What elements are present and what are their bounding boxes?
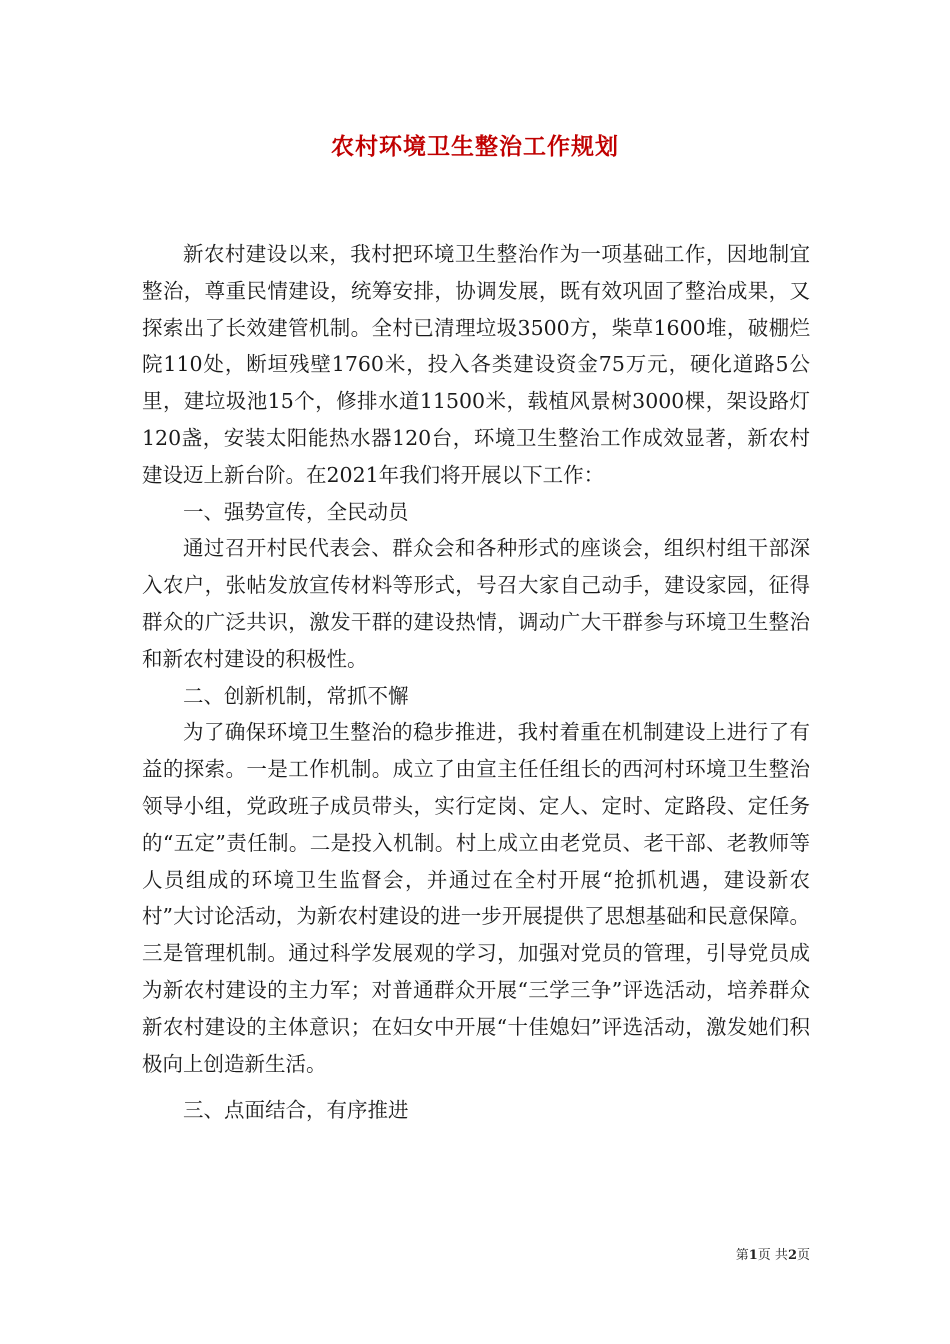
- page-footer: [650, 1247, 810, 1265]
- current-page-number: 1: [748, 1248, 758, 1263]
- document-title: 农村环境卫生整治工作规划: [331, 133, 619, 160]
- section-2-paragraph: 为了确保环境卫生整治的稳步推进，我村着重在机制建设上进行了有益的探索。一是工作机制。成立了由宣主任任组长的西河村环境卫生整治领导小组，党政班子成员带头，实行定岗、定人、定时、定路段、定任务的“五定”责任制。二是投入机制。村上成立由老党员、老干部、老教师等人员组成的环境卫生监督会，并通过在全村开展“抢抓机遇，建设新农村”大讨论活动，为新农村建设的进一步开展提供了思想基础和民意保障。三是管理机制。通过科学发展观的学习，加强对党员的管理，引导党员成为新农村建设的主力军；对普通群众开展“三学三争”评选活动，培养群众新农村建设的主体意识；在妇女中开展“十佳媳妇”评选活动，激发她们积极向上创造新生活。: [142, 720, 810, 1076]
- footer-middle: 页 共: [757, 1248, 788, 1263]
- document-body: [142, 236, 810, 1129]
- section-heading-1: 一、强势宣传，全民动员: [183, 499, 409, 524]
- intro-paragraph: 新农村建设以来，我村把环境卫生整治作为一项基础工作，因地制宜整治，尊重民情建设，统筹安排，协调发展，既有效巩固了整治成果，又探索出了长效建管机制。全村已清理垃圾3500方，柴草1600堆，破棚烂院110处，断垣残壁1760米，投入各类建设资金75万元，硬化道路5公里，建垃圾池15个，修排水道11500米，载植风景树3000棵，架设路灯120盏，安装太阳能热水器120台，环境卫生整治工作成效显著，新农村建设迈上新台阶。在2021年我们将开展以下工作：: [142, 242, 810, 487]
- section-heading-2: 二、创新机制，常抓不懈: [183, 683, 409, 708]
- footer-prefix: 第: [735, 1248, 749, 1263]
- section-heading-3: 三、点面结合，有序推进: [183, 1098, 409, 1123]
- footer-suffix: 页: [796, 1248, 810, 1263]
- total-page-number: 2: [787, 1248, 797, 1263]
- section-1-paragraph: 通过召开村民代表会、群众会和各种形式的座谈会，组织村组干部深入农户，张帖发放宣传材料等形式，号召大家自己动手，建设家园，征得群众的广泛共识，激发干群的建设热情，调动广大干群参与环境卫生整治和新农村建设的积极性。: [142, 536, 810, 671]
